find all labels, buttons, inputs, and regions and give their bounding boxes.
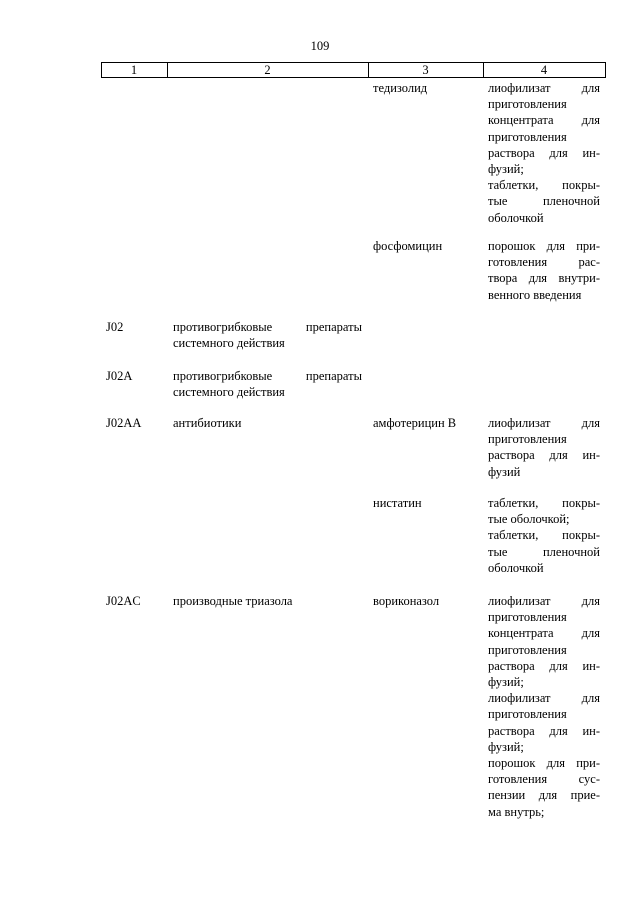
dosage-form-line: таблетки, покры- (488, 528, 600, 543)
dosage-form-line: лиофилизат для (488, 691, 600, 706)
header-col-2: 2 (264, 63, 271, 77)
header-col-4: 4 (540, 63, 548, 77)
dosage-form-line: оболочкой (488, 210, 544, 225)
dosage-form-line: приготовления (488, 610, 567, 625)
dosage-form-line: твора для внутри- (488, 271, 600, 286)
dosage-form-line: тые пленочной (488, 194, 600, 209)
group-name-line: антибиотики (173, 416, 242, 430)
dosage-form-line: приготовления (488, 129, 567, 144)
dosage-form-line: раствора для ин- (488, 448, 600, 463)
dosage-form-line: тые оболочкой; (488, 512, 570, 527)
group-name (173, 319, 362, 351)
drug-name: нистатин (373, 496, 422, 510)
dosage-form-line: порошок для при- (488, 756, 600, 771)
drug-name: тедизолид (373, 81, 428, 95)
drug-name: фосфомицин (373, 239, 443, 253)
group-name-line: системного действия (173, 385, 285, 400)
dosage-form-line: приготовления (488, 97, 567, 112)
atc-code: J02AC (106, 594, 141, 608)
header-col-1: 1 (130, 63, 138, 77)
group-name-line: системного действия (173, 336, 285, 351)
group-name-line: производные триазола (173, 594, 293, 608)
drug-name: вориконазол (373, 594, 440, 608)
dosage-form-line: ма внутрь; (488, 804, 545, 819)
atc-code: J02 (106, 320, 124, 334)
dosage-form-line: концентрата для (488, 113, 600, 128)
dosage-form-line: венного введения (488, 287, 582, 302)
group-name (173, 593, 362, 609)
atc-code: J02A (106, 369, 133, 383)
dosage-form-line: приготовления (488, 642, 567, 657)
atc-code: J02AA (106, 416, 142, 430)
dosage-form (488, 415, 600, 480)
dosage-form (488, 80, 600, 226)
dosage-form-line: таблетки, покры- (488, 178, 600, 193)
group-name-line: противогрибковые препараты (173, 369, 362, 383)
drug-table (101, 62, 606, 819)
dosage-form-line: фузий (488, 464, 521, 479)
dosage-form-line: фузий; (488, 162, 524, 177)
dosage-form-line: оболочкой (488, 560, 544, 575)
page-number: 109 (310, 39, 330, 53)
dosage-form-line: фузий; (488, 739, 524, 754)
group-name (173, 415, 362, 431)
dosage-form-line: готовления рас- (488, 255, 600, 270)
drug-name: амфотерицин B (373, 416, 457, 430)
dosage-form-line: таблетки, покры- (488, 496, 600, 510)
dosage-form (488, 593, 600, 820)
header-divider (605, 63, 606, 77)
header-col-3: 3 (422, 63, 429, 77)
dosage-form-line: концентрата для (488, 626, 600, 641)
group-name (173, 368, 362, 400)
dosage-form-line: готовления сус- (488, 772, 600, 787)
dosage-form (488, 238, 600, 303)
dosage-form-line: лиофилизат для (488, 594, 600, 608)
dosage-form (488, 495, 600, 576)
dosage-form-line: приготовления (488, 432, 567, 447)
dosage-form-line: лиофилизат для (488, 416, 600, 430)
group-name-line: противогрибковые препараты (173, 320, 362, 334)
dosage-form-line: пензии для прие- (488, 788, 600, 803)
table-header (101, 62, 606, 78)
dosage-form-line: раствора для ин- (488, 723, 600, 738)
dosage-form-line: порошок для при- (488, 239, 600, 253)
dosage-form-line: лиофилизат для (488, 81, 600, 95)
dosage-form-line: тые пленочной (488, 544, 600, 559)
dosage-form-line: раствора для ин- (488, 658, 600, 673)
dosage-form-line: фузий; (488, 675, 524, 690)
dosage-form-line: приготовления (488, 707, 567, 722)
dosage-form-line: раствора для ин- (488, 145, 600, 160)
